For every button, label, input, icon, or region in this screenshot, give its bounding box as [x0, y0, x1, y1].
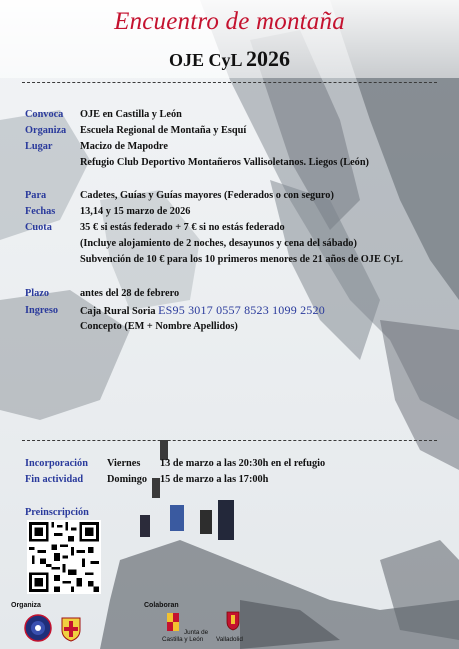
bank-name: Caja Rural Soria [80, 306, 156, 317]
convoca-label: Convoca [25, 109, 64, 120]
ingreso-label: Ingreso [25, 305, 58, 316]
organiza-value: Escuela Regional de Montaña y Esquí [80, 125, 247, 136]
jcyl-caption [162, 629, 209, 643]
oje-logo [24, 614, 52, 642]
qr-code[interactable] [27, 520, 101, 594]
cuota-value: 35 € si estás federado + 7 € si no estás federado [80, 222, 285, 233]
plazo-value: antes del 28 de febrero [80, 288, 180, 299]
refugio-value: Refugio Club Deportivo Montañeros Vallisoletanos. Liegos (León) [80, 157, 369, 168]
escuela-montana-logo [60, 616, 82, 642]
incorporacion-day: Viernes [107, 458, 141, 469]
poster-title: Encuentro de montaña [114, 8, 345, 35]
organiza-label: Organiza [25, 125, 67, 136]
jcyl-logo [166, 612, 180, 634]
cuota-subsidy: Subvención de 10 € para los 10 primeros menores de 21 años de OJE CyL [80, 254, 403, 265]
top-dashed-divider [22, 82, 437, 83]
fechas-value: 13,14 y 15 marzo de 2026 [80, 206, 191, 217]
convoca-value: OJE en Castilla y León [80, 109, 182, 120]
organiza-footer-label: Organiza [11, 602, 41, 609]
plazo-label: Plazo [25, 288, 50, 299]
incorporacion-value: 13 de marzo a las 20:30h en el refugio [160, 458, 326, 469]
fin-actividad-label: Fin actividad [25, 474, 84, 485]
para-value: Cadetes, Guías y Guías mayores (Federados o con seguro) [80, 190, 334, 201]
poster-subtitle [0, 46, 459, 72]
iban: ES95 3017 0557 8523 1099 2520 [158, 303, 325, 317]
lugar-value: Macizo de Mapodre [80, 141, 168, 152]
subtitle-year: 2026 [246, 46, 291, 71]
subtitle-prefix: OJE CyL [168, 50, 242, 70]
fin-actividad-day: Domingo [107, 474, 148, 485]
valladolid-logo [226, 611, 240, 631]
para-label: Para [25, 190, 47, 201]
ingreso-value [80, 303, 325, 318]
fin-actividad-value: 15 de marzo a las 17:00h [160, 474, 269, 485]
jcyl-line1: Junta de [184, 629, 209, 636]
preinscripcion-label: Preinscripción [25, 507, 89, 518]
lugar-label: Lugar [25, 141, 53, 152]
concepto-value: Concepto (EM + Nombre Apellidos) [80, 321, 238, 332]
fechas-label: Fechas [25, 206, 56, 217]
colaboran-label: Colaboran [144, 602, 179, 609]
middle-dashed-divider [22, 440, 437, 441]
jcyl-line2: Castilla y León [162, 636, 204, 643]
cuota-label: Cuota [25, 222, 52, 233]
valladolid-caption: Valladolid [216, 636, 243, 643]
cuota-includes: (Incluye alojamiento de 2 noches, desayunos y cena del sábado) [80, 238, 357, 249]
incorporacion-label: Incorporación [25, 458, 88, 469]
